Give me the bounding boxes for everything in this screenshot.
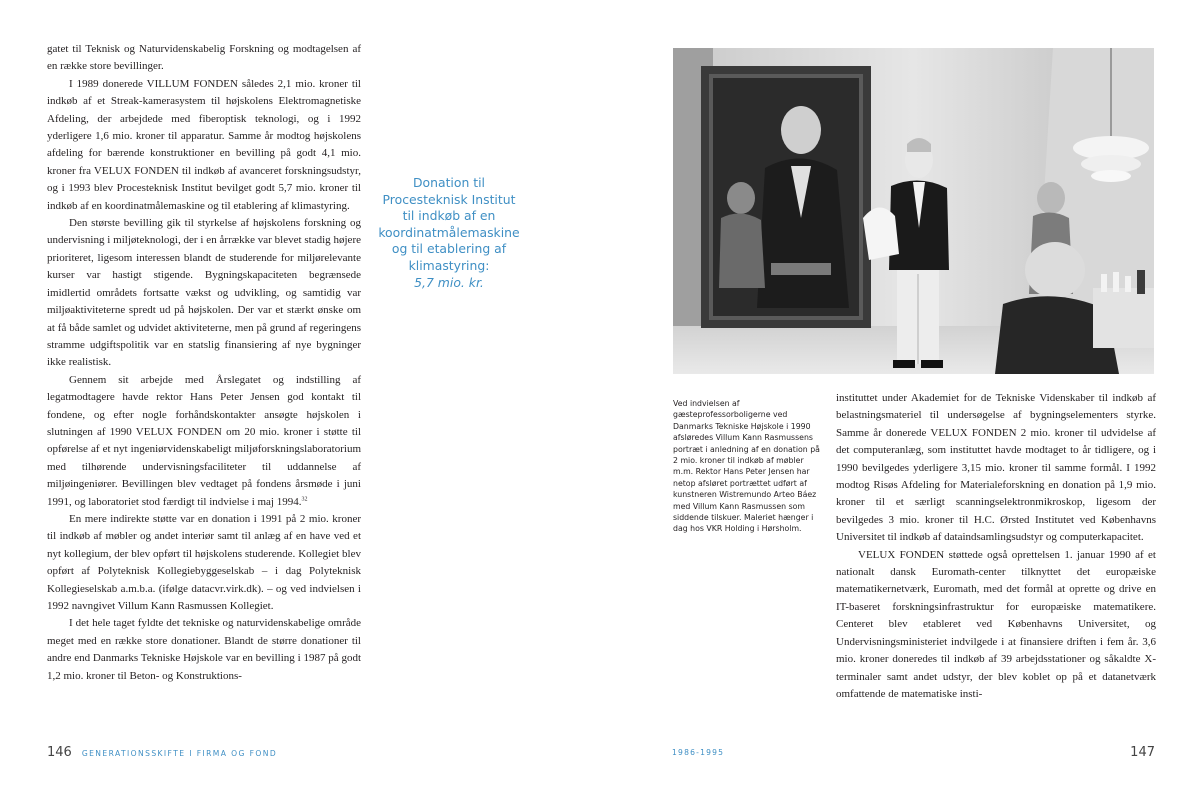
running-head: GENERATIONSSKIFTE I FIRMA OG FOND: [81, 749, 278, 758]
photo-portrait-unveiling: [673, 48, 1154, 374]
paragraph: En mere indirekte støtte var en donation i 1991 på 2 mio. kroner til indkøb af møbler og andet interiør samt til anlæg af en have ved et nyt kollegium, der blev opført til højskolens studerende. Kollegiet blev opført af Polyteknisk Kollegiebyggeselskab – i dag Polyteknisk Kollegieselskab a.m.b.a. (ifølge datacvr.virk.dk). – og ved indvielsen i 1992 navngivet Villum Kann Rasmussen Kollegiet.: [47, 512, 361, 612]
paragraph: I 1989 donerede VILLUM FONDEN således 2,1 mio. kroner til indkøb af et Streak-kamerasystem til højskolens Elektromagnetiske Afdeling, der arbejdede med fiberoptisk teknologi, og i 1992 yderligere 1,6 mio. kroner til apparatur. Samme år modtog højskolens afdeling for bærende konstruktioner en bevilling på godt 4,1 mio. kroner fra VELUX FONDEN til indkøb af avanceret forskningsudstyr, og i 1993 blev Procesteknisk Institut bevilget godt 5,7 mio. kroner til indkøb af en koordinatmålemaskine og til etablering af klimastyring.: [47, 77, 361, 212]
pull-quote-amount: 5,7 mio. kr.: [414, 274, 484, 290]
paragraph: Den største bevilling gik til styrkelse af højskolens forskning og undervisning i miljøteknologi, der i en årrække var blevet stadig højere prioriteret, ligesom interessen blandt de studerende for miljørelevante kurser var hastigt stigende. Bygningskapaciteten begrænsede imidlertid områdets fortsatte vækst og udvikling, og samtidig var miljøaktiviteterne spredt ud på højskolen. Der var et stærkt ønske om at få både samlet og udvidet aktiviteterne, men på grund af regeringens stramme udgiftspolitik var en statslig finansiering af nye bygninger ikke realistisk.: [47, 217, 361, 369]
paragraph: [47, 372, 361, 511]
pull-quote-text: Donation til Procesteknisk Institut til indkøb af en koordinatmålemaskine og til etablering af klimastyring:: [378, 175, 520, 273]
paragraph: I det hele taget fyldte det tekniske og naturvidenskabelige område meget med en række store donationer. Blandt de større donationer til andre end Danmarks Tekniske Højskole var en bevilling i 1987 på godt 1,2 mio. kroner til Beton- og Konstruktions-: [47, 617, 361, 682]
footnote-marker[interactable]: 32: [301, 495, 308, 502]
left-folio: [47, 745, 277, 760]
photo-caption: Ved indvielsen af gæsteprofessorboligerne ved Danmarks Tekniske Højskole i 1990 afsløredes Villum Kann Rasmussens portræt i anledning af en donation på 2 mio. kroner til indkøb af møbler m.m. Rektor Hans Peter Jensen har netop afsløret portrættet udført af kunstneren Wistremundo Arteo Báez med Villum Kann Rasmussen som siddende tilskuer. Maleriet hænger i dag hos VKR Holding i Hørsholm.: [673, 399, 820, 534]
page-number-right: 147: [1130, 745, 1155, 760]
paragraph-text: Gennem sit arbejde med Årslegatet og indstilling af legatmodtagere havde rektor Hans Peter Jensen god kontakt til fondene, og efter nogle forhåndskontakter ansøgte højskolen i slutningen af 1990 VELUX FONDEN om 20 mio. kroner i støtte til opførelse af et nyt ingeniørvidenskabeligt miljøforskningslaboratorium med tilhørende undervisningsfaciliteter til uddannelse af miljøingeniører. Bevillingen blev vedtaget på fondens årsmøde i juni 1991, og laboratoriet stod færdigt til indvielse i maj 1994.: [47, 373, 361, 508]
left-page-body: [47, 41, 361, 685]
right-page-body: [836, 390, 1156, 703]
period-label: 1986-1995: [672, 748, 725, 757]
pull-quote: [376, 175, 522, 291]
photo-image-icon: [673, 48, 1154, 374]
paragraph: instituttet under Akademiet for de Tekniske Videnskaber til indkøb af belastningsmateriel til undersøgelse af bygningselementers styrke. Samme år donerede VELUX FONDEN 2 mio. kroner til udvidelse af det computeranlæg, som instituttet havde modtaget to år tidligere, og i 1990 bevilgedes yderligere 3,15 mio. kroner til samme formål. I 1992 modtog Risøs Afdeling for Materialeforskning en donation på 1,9 mio. kroner til et særligt scanningselektronmikroskop, ligesom der bevilgedes 3 mio. kroner til H.C. Ørsted Institutet ved Københavns Universitet til indkøb af dataindsamlingsudstyr og computerkapacitet.: [836, 392, 1156, 544]
page-number-left: 146: [47, 745, 72, 760]
paragraph: VELUX FONDEN støttede også oprettelsen 1. januar 1990 af et nationalt dansk Euromath-center tilknyttet det europæiske matematikernetværk, Euromath, med det formål at oprette og drive en IT-baseret forskningsinfrastruktur for europæiske matematikere. Centeret blev etableret ved Københavns Universitet, og Undervisningsministeriet indvilgede i at finansiere driften i fem år. 3,6 mio. kroner doneredes til indkøb af 39 arbejdsstationer og såkaldte X-terminaler samt andet udstyr, der blev koblet op på et datanetværk omfattende de matematiske insti-: [836, 548, 1156, 700]
paragraph: gatet til Teknisk og Naturvidenskabelig Forskning og modtagelsen af en række store bevillinger.: [47, 43, 361, 73]
